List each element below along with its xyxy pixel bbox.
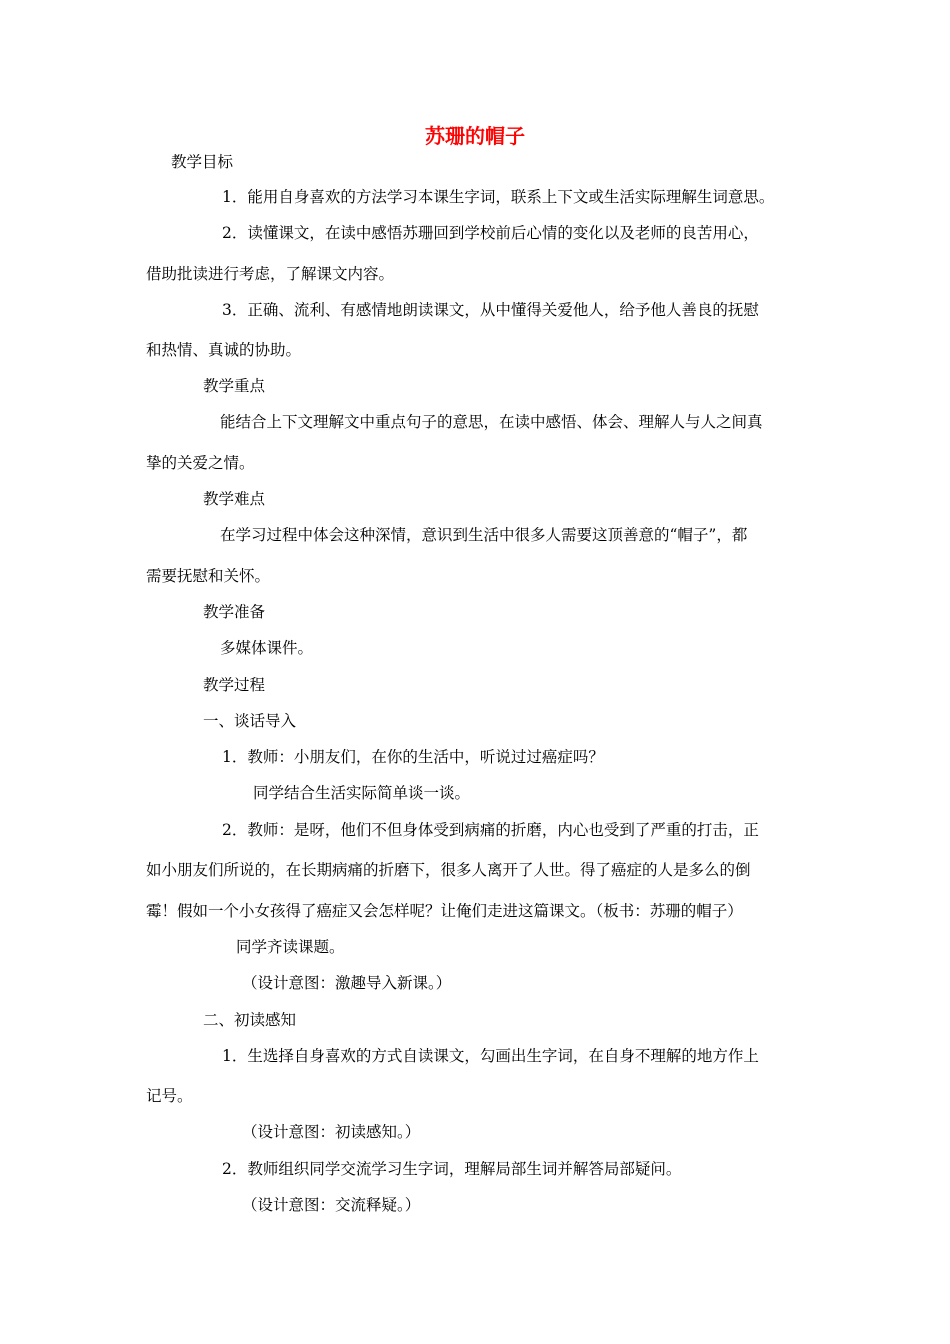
step-2-design-note-2: （设计意图：交流释疑。） [242,1196,421,1214]
step-2-item-2: 2．教师组织同学交流学习生字词，理解局部生词并解答局部疑问。 [222,1160,682,1178]
step-1-item-2: 2．教师：是呀，他们不但身体受到病痛的折磨，内心也受到了严重的打击，正 [222,821,759,839]
difficulties-text: 在学习过程中体会这种深情，意识到生活中很多人需要这顶善意的“帽子”，都 [220,526,748,544]
step-1-item-2-cont-2: 霉！假如一个小女孩得了癌症又会怎样呢？让俺们走进这篇课文。（板书：苏珊的帽子） [146,902,743,920]
section-heading-objectives: 教学目标 [171,153,234,171]
objective-1: 1．能用自身喜欢的方法学习本课生字词，联系上下文或生活实际理解生词意思。 [222,188,775,206]
step-2-item-1: 1．生选择自身喜欢的方式自读课文，勾画出生字词，在自身不理解的地方作上 [222,1047,759,1065]
step-2-design-note-1: （设计意图：初读感知。） [242,1123,421,1141]
step-1-item-1: 1．教师：小朋友们，在你的生活中，听说过过癌症吗？ [222,748,604,766]
section-heading-preparation: 教学准备 [203,603,266,621]
step-1-design-note: （设计意图：激趣导入新课。） [242,974,452,992]
step-1-read-title: 同学齐读课题。 [236,938,345,956]
objective-2: 2．读懂课文，在读中感悟苏珊回到学校前后心情的变化以及老师的良苦用心， [222,224,759,242]
difficulties-text-cont: 需要抚慰和关怀。 [146,567,271,585]
step-heading-2: 二、初读感知 [203,1011,297,1029]
section-heading-difficulties: 教学难点 [203,490,266,508]
key-points-text-cont: 挚的关爱之情。 [146,454,255,472]
section-heading-process: 教学过程 [203,676,266,694]
document-title: 苏珊的帽子 [425,124,525,148]
step-2-item-1-cont: 记号。 [146,1087,193,1105]
preparation-text: 多媒体课件。 [220,639,314,657]
step-1-student-activity: 同学结合生活实际简单谈一谈。 [253,784,471,802]
step-1-item-2-cont-1: 如小朋友们所说的，在长期病痛的折磨下，很多人离开了人世。得了癌症的人是多么的倒 [146,861,751,879]
objective-2-cont: 借助批读进行考虑，了解课文内容。 [146,265,395,283]
objective-3: 3．正确、流利、有感情地朗读课文，从中懂得关爱他人，给予他人善良的抚慰 [222,301,759,319]
step-heading-1: 一、谈话导入 [203,712,297,730]
key-points-text: 能结合上下文理解文中重点句子的意思，在读中感悟、体会、理解人与人之间真 [220,413,763,431]
objective-3-cont: 和热情、真诚的协助。 [146,341,302,359]
section-heading-key-points: 教学重点 [203,377,266,395]
